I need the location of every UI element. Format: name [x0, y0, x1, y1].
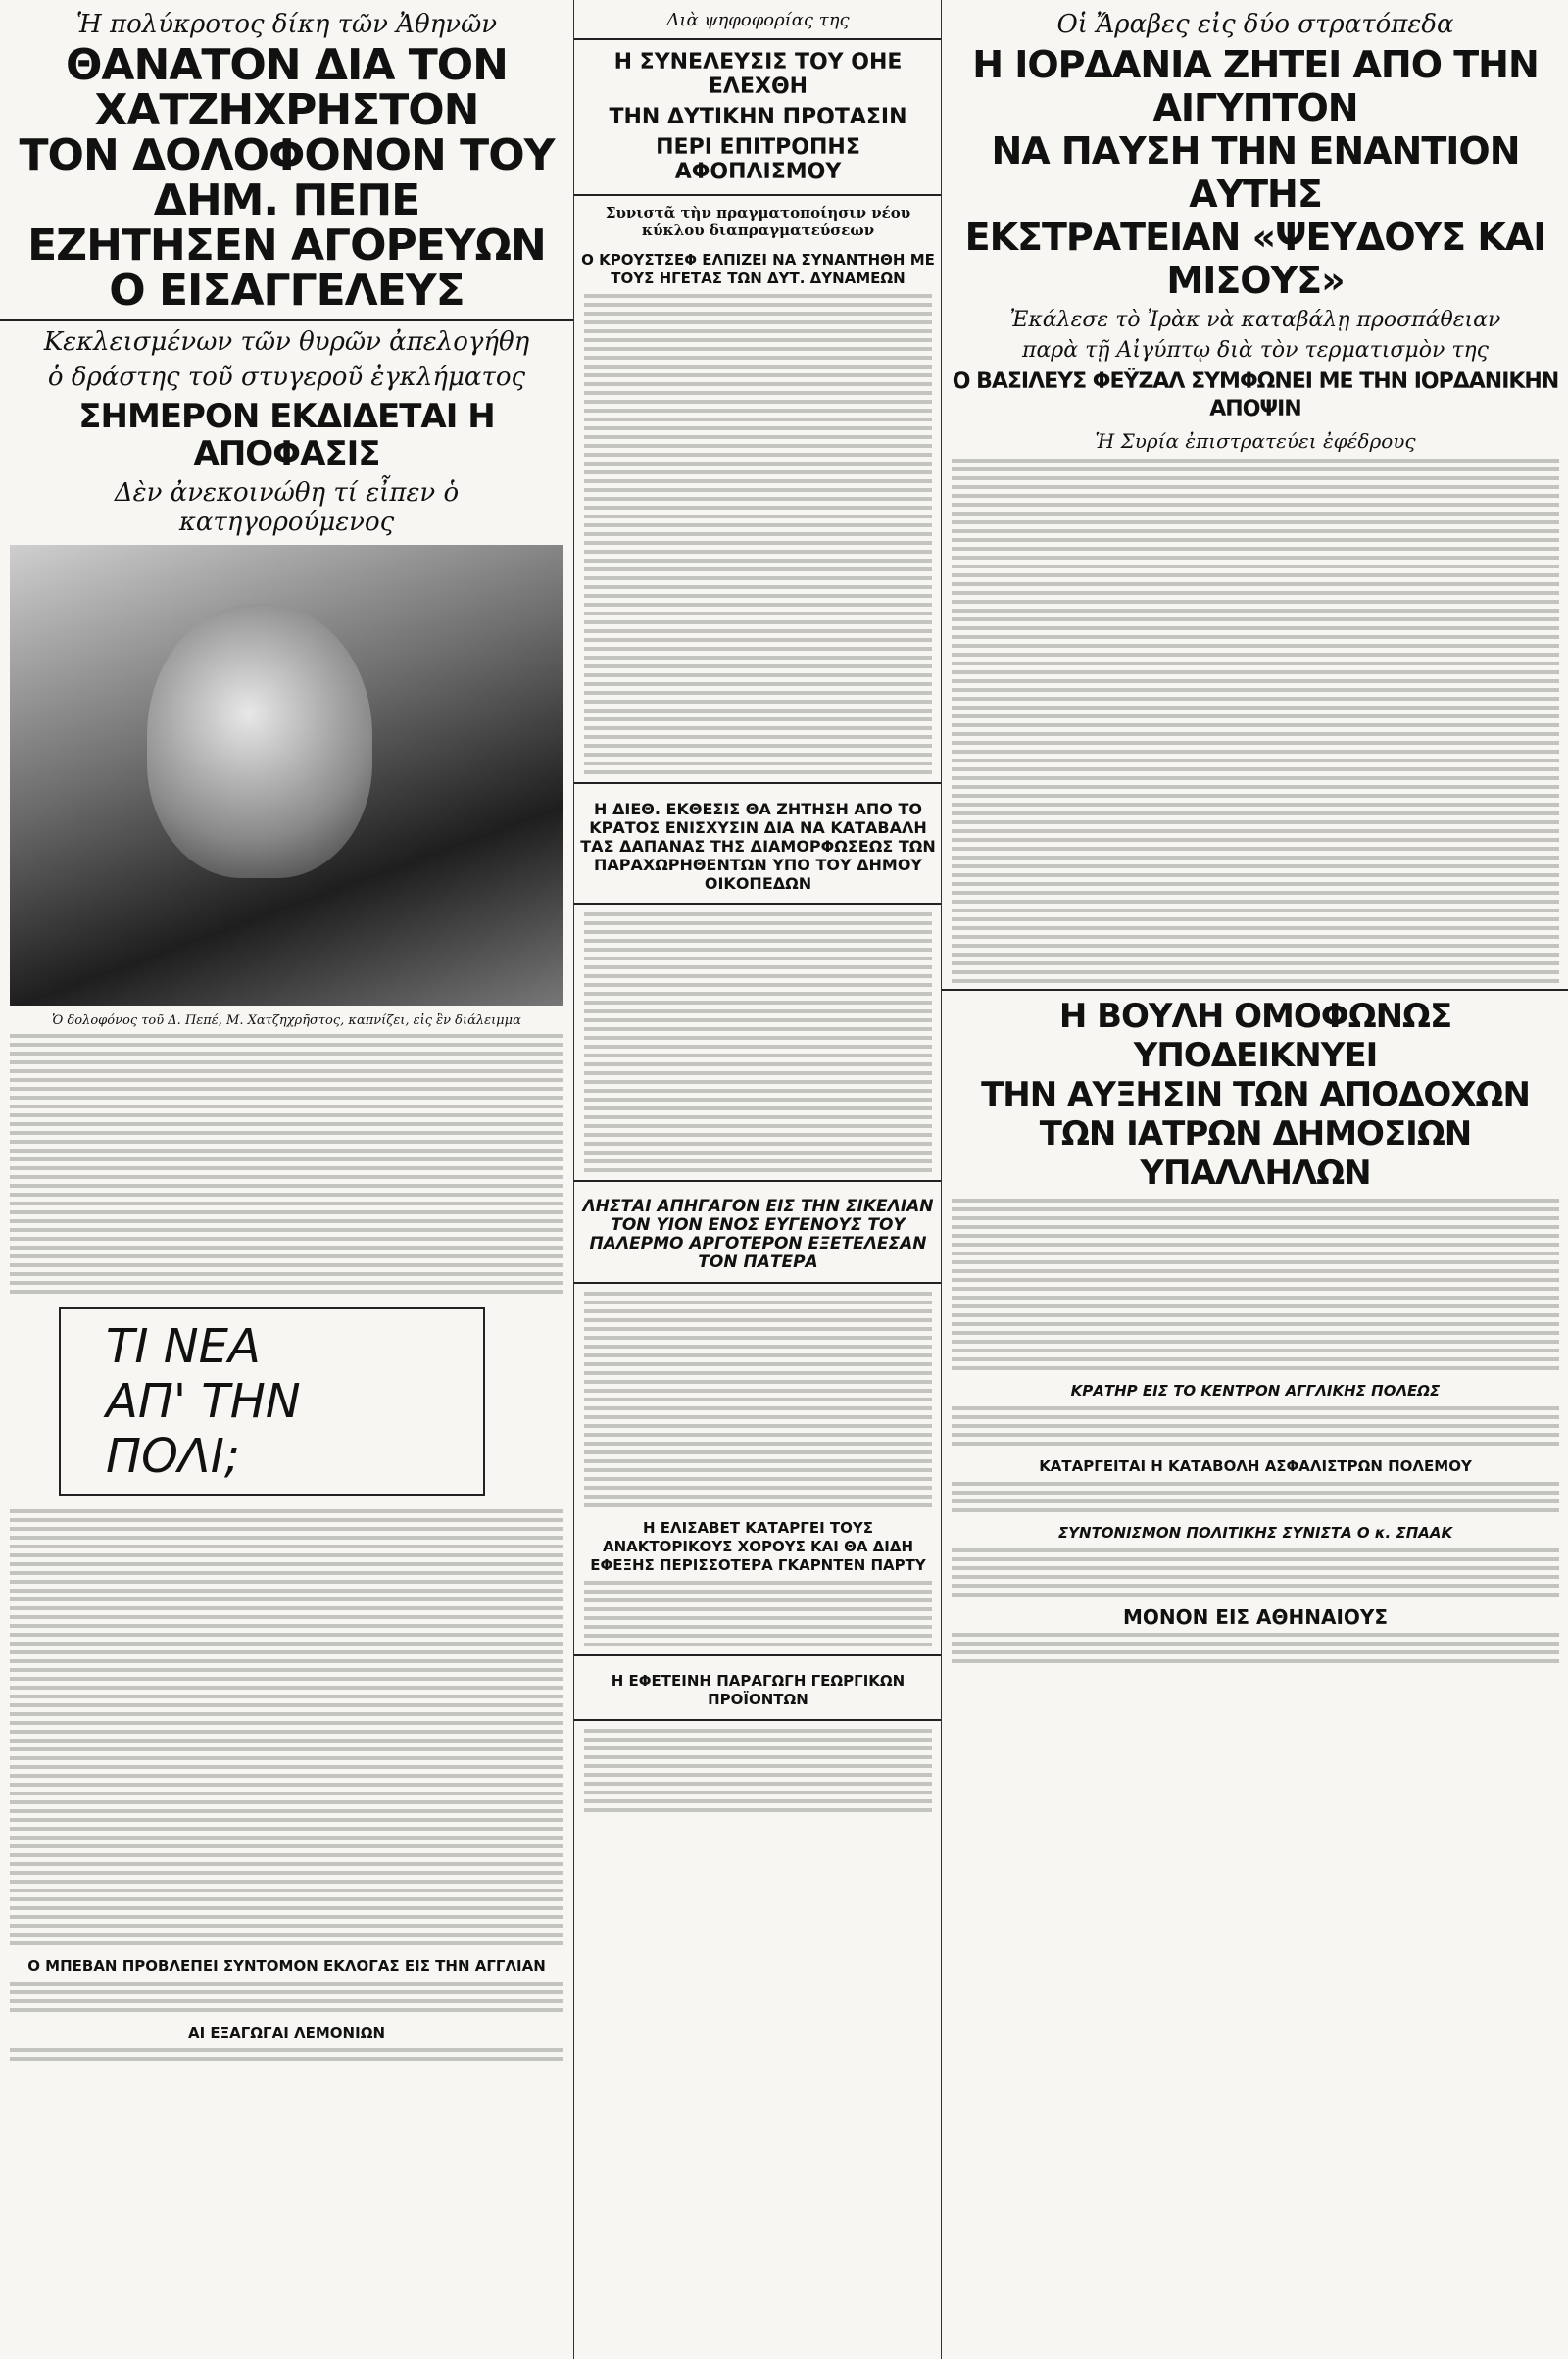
column-right	[941, 0, 1568, 2359]
headline-line-1: ΘΑΝΑΤΟΝ ΔΙΑ ΤΟΝ ΧΑΤΖΗΧΡΗΣΤΟΝ	[66, 40, 508, 135]
headline-line-3: ΕΖΗΤΗΣΕΝ ΑΓΟΡΕΥΩΝ Ο ΕΙΣΑΓΓΕΛΕΥΣ	[27, 221, 546, 316]
subheadline-3: Δὲν ἀνεκοινώθη τί εἶπεν ὁ κατηγορούμενος	[114, 478, 460, 537]
headline-line-2: ΤΟΝ ΔΟΛΟΦΟΝΟΝ ΤΟΥ ΔΗΜ. ΠΕΠΕ	[19, 130, 555, 225]
bevan-elections-head: Ο ΜΠΕΒΑΝ ΠΡΟΒΛΕΠΕΙ ΣΥΝΤΟΜΟΝ ΕΚΛΟΓΑΣ ΕΙΣ ΤΗΝ ΑΓΓΛΙΑΝ	[27, 1957, 546, 1975]
crater-head: ΚΡΑΤΗΡ ΕΙΣ ΤΟ ΚΕΝΤΡΟΝ ΑΓΓΛΙΚΗΣ ΠΟΛΕΩΣ	[1070, 1382, 1441, 1400]
column-middle	[573, 0, 942, 2359]
photo-caption: Ὁ δολοφόνος τοῦ Δ. Πεπέ, Μ. Χατζηχρῆστος, καπνίζει, εἰς ἓν διάλειμμα	[52, 1013, 521, 1028]
expo-head: Η ΔΙΕΘ. ΕΚΘΕΣΙΣ ΘΑ ΖΗΤΗΣΗ ΑΠΟ ΤΟ ΚΡΑΤΟΣ ΕΝΙΣΧΥΣΙΝ ΔΙΑ ΝΑ ΚΑΤΑΒΑΛΗ ΤΑΣ ΔΑΠΑΝΑΣ ΤΗΣ ΔΙΑΜΟΡΦΩΣΕΩΣ ΤΩΝ ΠΑΡΑΧΩΡΗΘΕΝΤΩΝ ΥΠΟ ΤΟΥ ΔΗΜΟΥ ΟΙΚΟΠΕΔΩΝ	[580, 800, 936, 893]
subheadline-2: ὁ δράστης τοῦ στυγεροῦ ἐγκλήματος	[47, 363, 526, 392]
box-title-line-2: ΑΠ' ΤΗΝ	[106, 1374, 301, 1429]
column-left	[0, 0, 573, 2359]
lemon-exports-head: ΑΙ ΕΞΑΓΩΓΑΙ ΛΕΜΟΝΙΩΝ	[188, 2024, 385, 2041]
parliament-headline-line-3: ΤΩΝ ΙΑΤΡΩΝ ΔΗΜΟΣΙΩΝ ΥΠΑΛΛΗΛΩΝ	[1039, 1114, 1472, 1193]
defendant-photo	[10, 545, 564, 1006]
athenians-head: ΜΟΝΟΝ ΕΙΣ ΑΘΗΝΑΙΟΥΣ	[1122, 1605, 1389, 1629]
insurance-head: ΚΑΤΑΡΓΕΙΤΑΙ Η ΚΑΤΑΒΟΛΗ ΑΣΦΑΛΙΣΤΡΩΝ ΠΟΛΕΜΟΥ	[1039, 1457, 1472, 1475]
box-title-line-3: ΠΟΛΙ;	[106, 1429, 241, 1484]
un-headline-line-1: Η ΣΥΝΕΛΕΥΣΙΣ ΤΟΥ ΟΗΕ ΕΛΕΧΘΗ	[613, 50, 903, 99]
sicily-head: ΛΗΣΤΑΙ ΑΠΗΓΑΓΟΝ ΕΙΣ ΤΗΝ ΣΙΚΕΛΙΑΝ ΤΟΝ ΥΙΟΝ ΕΝΟΣ ΕΥΓΕΝΟΥΣ ΤΟΥ ΠΑΛΕΡΜΟ ΑΡΓΟΤΕΡΟΝ ΕΞΕΤΕΛΕΣΑΝ ΤΟΝ ΠΑΤΕΡΑ	[582, 1197, 934, 1272]
jordan-headline-line-2: ΝΑ ΠΑΥΣΗ ΤΗΝ ΕΝΑΝΤΙΟΝ ΑΥΤΗΣ	[991, 129, 1520, 216]
khrushchev-head: Ο ΚΡΟΥΣΤΣΕΦ ΕΛΠΙΖΕΙ ΝΑ ΣΥΝΑΝΤΗΘΗ ΜΕ ΤΟΥΣ ΗΓΕΤΑΣ ΤΩΝ ΔΥΤ. ΔΥΝΑΜΕΩΝ	[581, 251, 935, 287]
box-title-line-1: ΤΙ ΝΕΑ	[106, 1319, 261, 1374]
un-article-body	[584, 294, 932, 774]
subheadline-1: Κεκλεισμένων τῶν θυρῶν ἀπελογήθη	[43, 327, 530, 357]
un-headline-line-3: ΠΕΡΙ ΕΠΙΤΡΟΠΗΣ ΑΦΟΠΛΙΣΜΟΥ	[656, 135, 860, 184]
un-headline-line-2: ΤΗΝ ΔΥΤΙΚΗΝ ΠΡΟΤΑΣΙΝ	[609, 105, 907, 129]
un-subheadline: Συνιστᾶ τὴν πραγματοποίησιν νέου κύκλου διαπραγματεύσεων	[605, 204, 911, 239]
feature-box	[59, 1307, 485, 1496]
divider	[0, 319, 573, 321]
parliament-headline-line-2: ΤΗΝ ΑΥΞΗΣΙΝ ΤΩΝ ΑΠΟΔΟΧΩΝ	[981, 1075, 1530, 1114]
expo-body	[584, 912, 932, 1172]
spaak-head: ΣΥΝΤΟΝΙΣΜΟΝ ΠΟΛΙΤΙΚΗΣ ΣΥΝΙΣΤΑ Ο κ. ΣΠΑΑΚ	[1057, 1524, 1453, 1542]
jordan-article-body	[952, 459, 1559, 983]
article-body-2	[10, 1509, 564, 1945]
bold-line: ΣΗΜΕΡΟΝ ΕΚΔΙΔΕΤΑΙ Η ΑΠΟΦΑΣΙΣ	[78, 397, 495, 473]
elizabeth-head: Η ΕΛΙΣΑΒΕΤ ΚΑΤΑΡΓΕΙ ΤΟΥΣ ΑΝΑΚΤΟΡΙΚΟΥΣ ΧΟΡΟΥΣ ΚΑΙ ΘΑ ΔΙΔΗ ΕΦΕΞΗΣ ΠΕΡΙΣΣΟΤΕΡΑ ΓΚΑΡΝΤΕΝ ΠΑΡΤΥ	[590, 1519, 926, 1574]
agriculture-head: Η ΕΦΕΤΕΙΝΗ ΠΑΡΑΓΩΓΗ ΓΕΩΡΓΙΚΩΝ ΠΡΟΪΟΝΤΩΝ	[611, 1672, 906, 1708]
syria-sub: Ἡ Συρία ἐπιστρατεύει ἐφέδρους	[1095, 429, 1416, 453]
kicker-trial: Ἡ πολύκροτος δίκη τῶν Ἀθηνῶν	[75, 10, 498, 39]
kicker-un: Διὰ ψηφοφορίας της	[666, 10, 850, 30]
parliament-body	[952, 1199, 1559, 1370]
kicker-arabs: Οἱ Ἄραβες εἰς δύο στρατόπεδα	[1056, 10, 1454, 39]
faisal-bold-line: Ο ΒΑΣΙΛΕΥΣ ΦΕΫΖΑΛ ΣΥΜΦΩΝΕΙ ΜΕ ΤΗΝ ΙΟΡΔΑΝΙΚΗΝ ΑΠΟΨΙΝ	[952, 369, 1559, 421]
jordan-headline-line-3: ΕΚΣΤΡΑΤΕΙΑΝ «ΨΕΥΔΟΥΣ ΚΑΙ ΜΙΣΟΥΣ»	[964, 216, 1546, 302]
sicily-body	[584, 1292, 932, 1507]
photo-figure	[147, 604, 372, 878]
jordan-headline-line-1: Η ΙΟΡΔΑΝΙΑ ΖΗΤΕΙ ΑΠΟ ΤΗΝ ΑΙΓΥΠΤΟΝ	[972, 43, 1539, 129]
jordan-sub-1: Ἐκάλεσε τὸ Ἰρὰκ νὰ καταβάλῃ προσπάθειαν	[1009, 308, 1501, 332]
jordan-sub-2: παρὰ τῇ Αἰγύπτῳ διὰ τὸν τερματισμὸν της	[1021, 338, 1489, 363]
parliament-headline-line-1: Η ΒΟΥΛΗ ΟΜΟΦΩΝΩΣ ΥΠΟΔΕΙΚΝΥΕΙ	[1058, 997, 1452, 1075]
article-body	[10, 1034, 564, 1294]
